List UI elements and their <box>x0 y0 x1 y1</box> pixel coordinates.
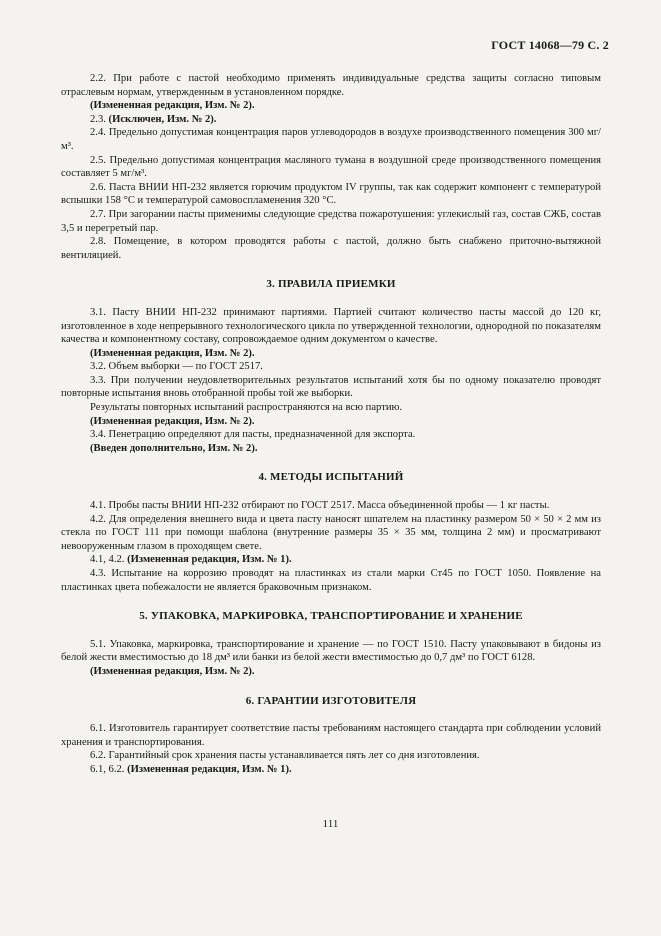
paragraph <box>61 638 601 665</box>
paragraph <box>61 72 601 99</box>
paragraph <box>61 442 601 456</box>
paragraph <box>61 763 601 777</box>
revision-note: (Измененная редакция, Изм. № 2). <box>90 415 255 427</box>
paragraph <box>61 181 601 208</box>
paragraph-text: 4.1. Пробы пасты ВНИИ НП-232 отбирают по ГОСТ 2517. Масса объединенной пробы — 1 кг пасты. <box>90 500 550 512</box>
paragraph-text: Результаты повторных испытаний распространяются на всю партию. <box>90 402 403 414</box>
revision-note: (Измененная редакция, Изм. № 2). <box>90 100 255 112</box>
paragraph <box>61 513 601 554</box>
paragraph-text: 3.3. При получении неудовлетворительных результатов испытаний хотя бы по одному показателю проводят повторные испытания вновь отобранной пробы той же выборки. <box>61 374 601 400</box>
revision-note: (Измененная редакция, Изм. № 1). <box>127 554 292 566</box>
paragraph <box>61 360 601 374</box>
paragraph-text: 2.5. Предельно допустимая концентрация масляного тумана в воздушной среде производственного помещения составляет 5 мг/м³. <box>61 154 601 180</box>
paragraph <box>61 99 601 113</box>
paragraph <box>61 154 601 181</box>
paragraph-text: 6.1, 6.2. <box>90 763 128 775</box>
paragraph-text: 2.8. Помещение, в котором проводятся работы с пастой, должно быть снабжено приточно-вытяжной вентиляцией. <box>61 236 601 261</box>
document-body <box>61 72 601 777</box>
revision-note: (Измененная редакция, Изм. № 2). <box>90 665 255 677</box>
paragraph <box>61 113 601 127</box>
paragraph-text: 2.4. Предельно допустимая концентрация паров углеводородов в воздухе производственного помещения 300 мг/м³. <box>61 127 601 152</box>
section-3-body <box>61 306 601 456</box>
section-3-heading: 3. ПРАВИЛА ПРИЕМКИ <box>266 278 396 291</box>
page-number: 111 <box>322 818 339 830</box>
revision-note: (Исключен, Изм. № 2). <box>108 113 217 125</box>
paragraph-text: 3.2. Объем выборки — по ГОСТ 2517. <box>90 361 263 373</box>
section-6-heading: 6. ГАРАНТИИ ИЗГОТОВИТЕЛЯ <box>245 694 417 707</box>
paragraph <box>61 567 601 594</box>
paragraph-text: 4.2. Для определения внешнего вида и цвета пасту наносят шпателем на пластинку размером 50 × 50 × 2 мм из стекла по ГОСТ 111 при помощи шаблона (внутренние размеры 35 × 35 мм, толщина 2 мм) и просматривают невооруженным глазом в проходящем свете. <box>61 513 601 552</box>
paragraph-text: 4.3. Испытание на коррозию проводят на пластинках из стали марки Ст45 по ГОСТ 1050. Появление на пластинках цвета побежалости не является браковочным признаком. <box>61 568 601 593</box>
page-header: ГОСТ 14068—79 С. 2 <box>491 38 609 52</box>
paragraph <box>61 126 601 153</box>
paragraph <box>61 374 601 401</box>
paragraph <box>61 665 601 679</box>
paragraph-text: 4.1, 4.2. <box>90 554 128 566</box>
paragraph <box>61 749 601 763</box>
paragraph-text: 2.7. При загорании пасты применимы следующие средства пожаротушения: углекислый газ, состав СЖБ, состав 3,5 и перегретый пар. <box>61 208 601 234</box>
revision-note: (Введен дополнительно, Изм. № 2). <box>90 442 258 454</box>
section-5-heading: 5. УПАКОВКА, МАРКИРОВКА, ТРАНСПОРТИРОВАНИЕ И ХРАНЕНИЕ <box>139 610 523 623</box>
paragraph-text: 6.2. Гарантийный срок хранения пасты устанавливается пять лет со дня изготовления. <box>90 750 480 762</box>
paragraph-text: 6.1. Изготовитель гарантирует соответствие пасты требованиям настоящего стандарта при соблюдении условий хранения и транспортирования. <box>61 723 601 748</box>
paragraph <box>61 415 601 429</box>
paragraph <box>61 722 601 749</box>
revision-note: (Измененная редакция, Изм. № 1). <box>127 763 292 775</box>
section-4-heading: 4. МЕТОДЫ ИСПЫТАНИЙ <box>258 471 404 484</box>
section-4-body <box>61 499 601 594</box>
section-2-tail <box>61 72 601 262</box>
revision-note: (Измененная редакция, Изм. № 2). <box>90 347 255 359</box>
paragraph <box>61 499 601 513</box>
paragraph-text: 2.2. При работе с пастой необходимо применять индивидуальные средства защиты согласно типовым отраслевым нормам, утвержденным в установленном порядке. <box>61 73 601 98</box>
paragraph <box>61 347 601 361</box>
section-6-body <box>61 722 601 776</box>
paragraph-text: 2.6. Паста ВНИИ НП-232 является горючим продуктом IV группы, так как содержит компонент с температурой вспышки 158 °С и температурой самовоспламенения 320 °С. <box>61 181 601 207</box>
paragraph <box>61 553 601 567</box>
paragraph-text: 3.4. Пенетрацию определяют для пасты, предназначенной для экспорта. <box>90 429 416 441</box>
paragraph <box>61 401 601 415</box>
paragraph <box>61 208 601 235</box>
paragraph <box>61 306 601 347</box>
section-5-body <box>61 638 601 679</box>
paragraph-text: 5.1. Упаковка, маркировка, транспортирование и хранение — по ГОСТ 1510. Пасту упаковывают в бидоны из белой жести вместимостью до 18 дм³ или банки из белой жести вместимостью до 0,7 дм³ по ГОСТ 6128. <box>61 638 601 664</box>
paragraph-text: 2.3. <box>90 113 109 125</box>
paragraph <box>61 428 601 442</box>
paragraph-text: 3.1. Пасту ВНИИ НП-232 принимают партиями. Партией считают количество пасты массой до 120 кг, изготовленное в ходе непрерывного технологического цикла по утвержденной технологии, однородной по показателям качества и компонентному составу, сопровождаемое одним документом о качестве. <box>61 306 601 346</box>
paragraph <box>61 235 601 262</box>
